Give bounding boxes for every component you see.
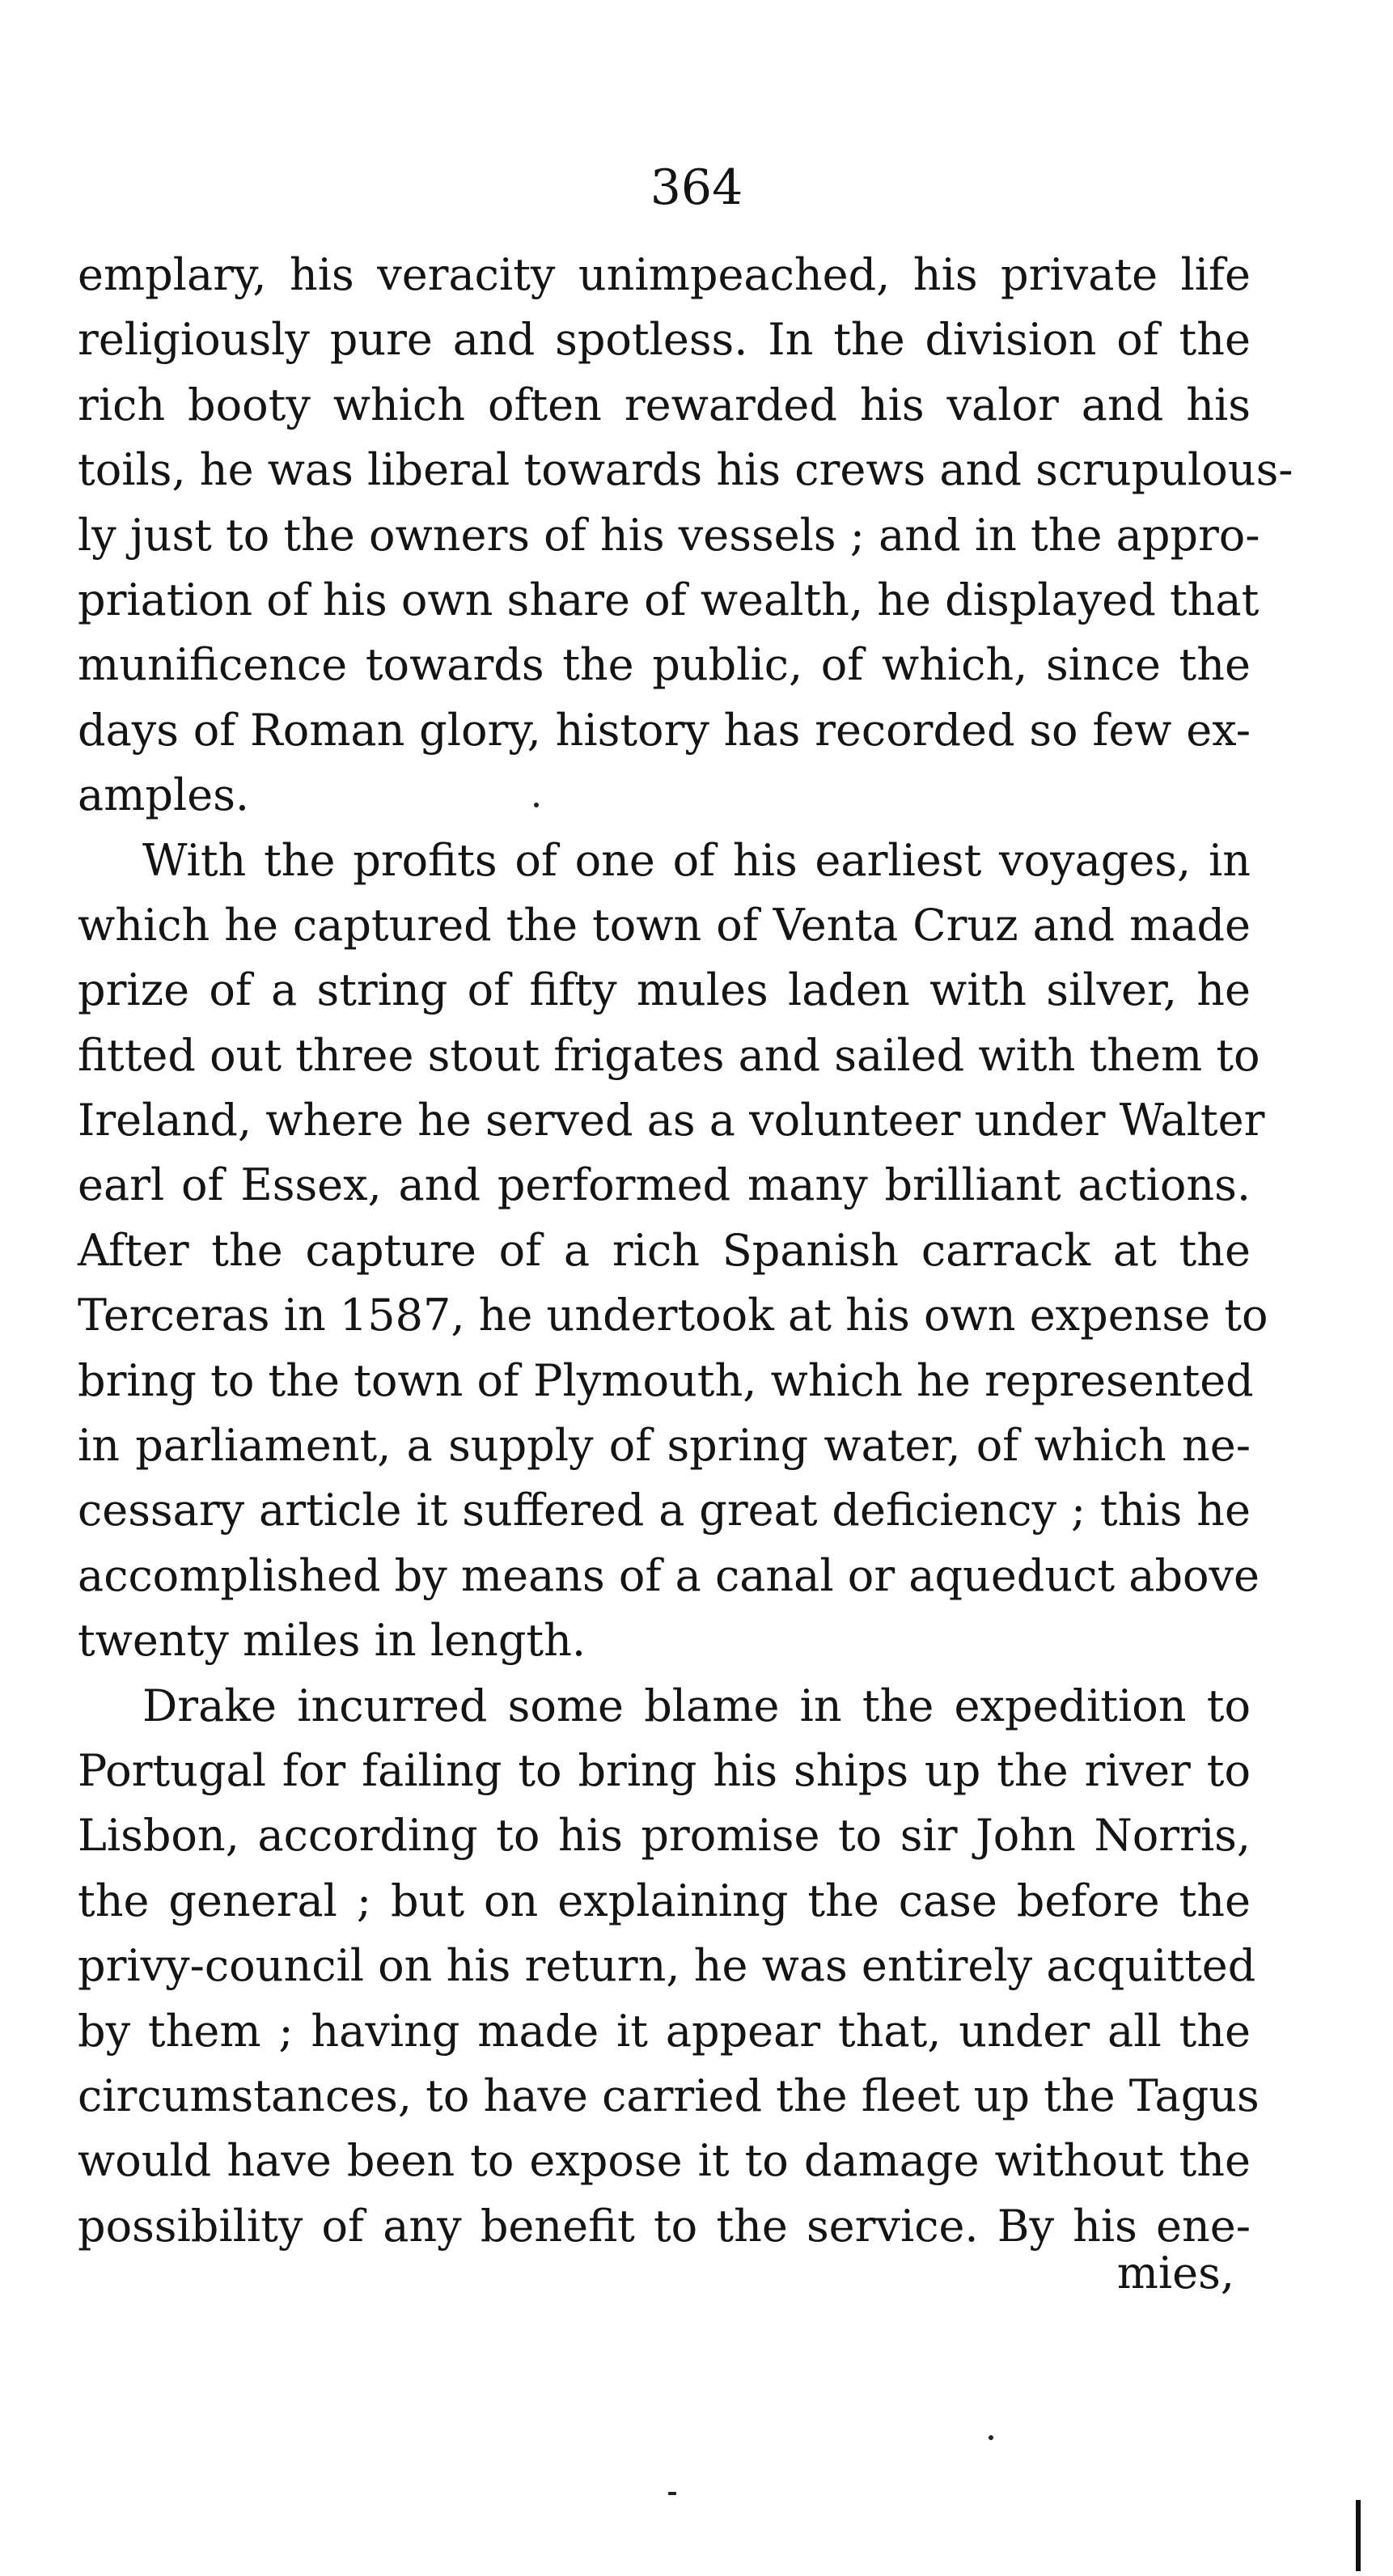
text-line: ly just to the owners of his vessels ; and in the appro- (78, 509, 1260, 561)
text-line: privy-council on his return, he was entirely acquitted (78, 1940, 1256, 1992)
text-line: toils, he was liberal towards his crews and scrupulous- (78, 444, 1294, 496)
text-line: the general ; but on explaining the case before the (78, 1875, 1251, 1926)
text-line: which he captured the town of Venta Cruz and made (78, 899, 1251, 951)
text-line: Drake incurred some blame in the expedition to (142, 1680, 1251, 1731)
text-line: Ireland, where he served as a volunteer under Walter (78, 1095, 1265, 1146)
text-line: Terceras in 1587, he undertook at his own expense to (78, 1290, 1268, 1341)
text-line: prize of a string of fifty mules laden with silver, he (78, 964, 1251, 1016)
text-line: After the capture of a rich Spanish carrack at the (78, 1224, 1251, 1276)
text-line: fitted out three stout frigates and sailed with them to (78, 1029, 1260, 1081)
page-number: 364 (650, 159, 743, 216)
text-line: Lisbon, according to his promise to sir John Norris, (78, 1810, 1251, 1862)
text-line: rich booty which often rewarded his valor and his (78, 379, 1251, 430)
catchword: mies, (1116, 2248, 1234, 2298)
print-speck (534, 803, 539, 807)
text-line: by them ; having made it appear that, under all the (78, 2005, 1251, 2057)
print-speck (989, 2435, 993, 2440)
text-line: accomplished by means of a canal or aqueduct above (78, 1549, 1260, 1601)
text-line: bring to the town of Plymouth, which he represented (78, 1354, 1254, 1406)
text-line: would have been to expose it to damage without the (78, 2135, 1251, 2187)
text-line: twenty miles in length. (78, 1615, 586, 1667)
text-line: days of Roman glory, history has recorded so few ex- (78, 704, 1251, 756)
body-text (78, 243, 1294, 2259)
text-line: circumstances, to have carried the fleet up the Tagus (78, 2070, 1260, 2121)
text-line: religiously pure and spotless. In the division of the (78, 314, 1251, 366)
text-line: earl of Essex, and performed many brilliant actions. (78, 1159, 1251, 1211)
text-line: munificence towards the public, of which, since the (78, 639, 1251, 691)
text-line: cessary article it suffered a great deficiency ; this he (78, 1485, 1251, 1536)
page-edge-mark (1356, 2500, 1361, 2571)
text-line: amples. (78, 769, 250, 821)
text-line: Portugal for failing to bring his ships up the river to (78, 1744, 1251, 1796)
text-line: possibility of any benefit to the service. By his ene- (78, 2200, 1251, 2252)
text-line: emplary, his veracity unimpeached, his private life (78, 249, 1251, 300)
print-speck (668, 2492, 676, 2495)
text-line: With the profits of one of his earliest voyages, in (142, 834, 1251, 886)
text-line: priation of his own share of wealth, he displayed that (78, 574, 1260, 625)
text-line: in parliament, a supply of spring water, of which ne- (78, 1420, 1251, 1472)
